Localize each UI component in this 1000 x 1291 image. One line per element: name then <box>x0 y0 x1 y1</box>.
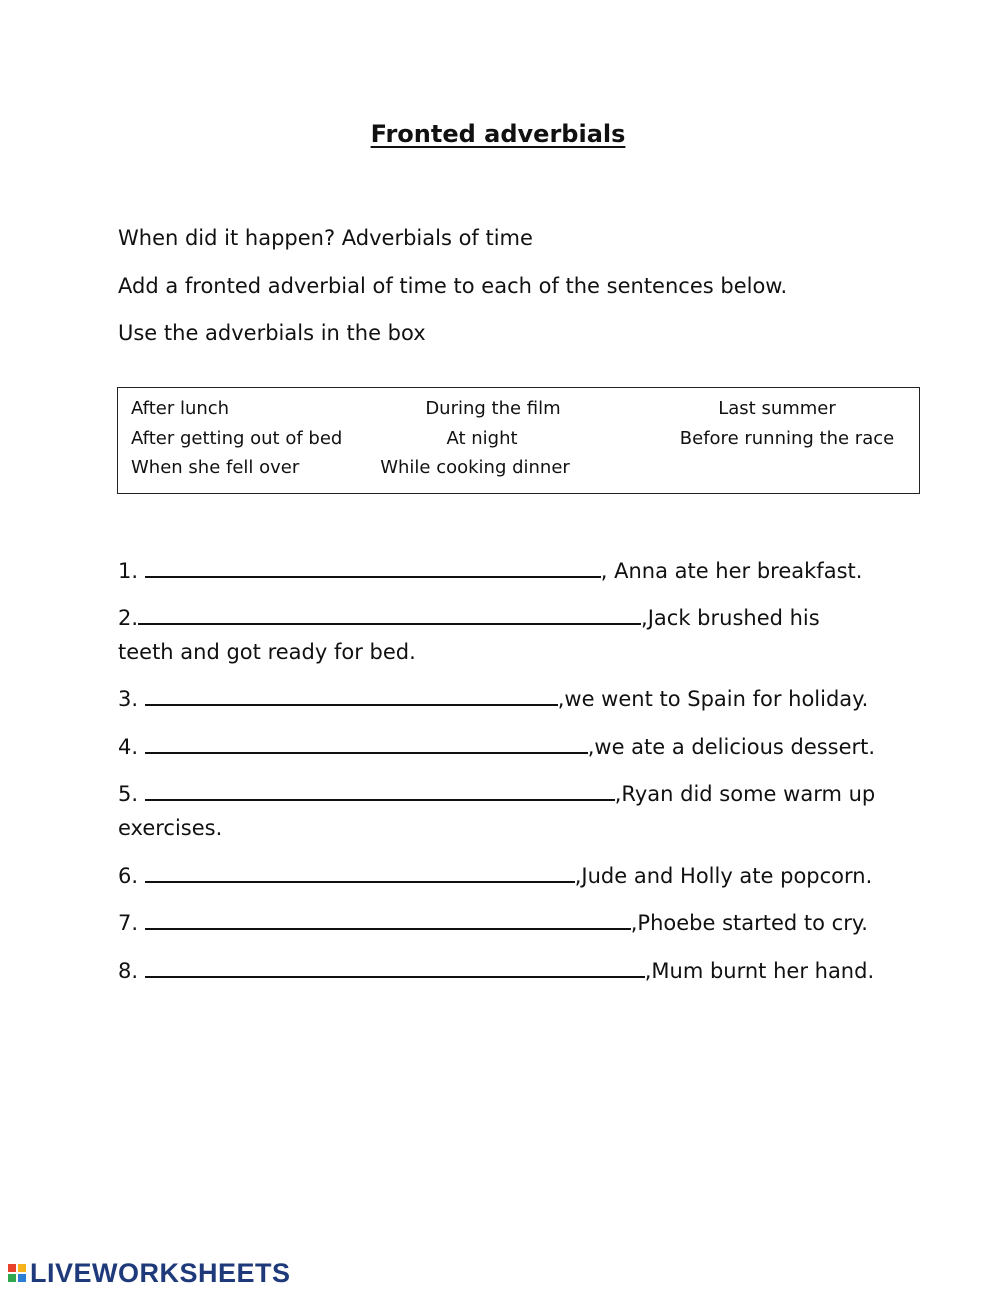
question-ending: , Anna ate her breakfast. <box>600 559 863 583</box>
answer-blank-6[interactable] <box>145 863 575 883</box>
question-number: 6. <box>118 864 139 888</box>
question-2 <box>118 605 820 630</box>
question-1 <box>118 558 862 583</box>
answer-blank-5[interactable] <box>145 781 615 801</box>
word-item: Last summer <box>718 398 836 419</box>
word-item: After getting out of bed <box>131 428 343 449</box>
question-number: 1. <box>118 559 139 583</box>
question-ending: ,Ryan did some warm up <box>614 782 876 806</box>
logo-squares-icon <box>8 1264 26 1282</box>
word-item: After lunch <box>131 398 230 419</box>
answer-blank-2[interactable] <box>138 605 641 625</box>
question-number: 2. <box>118 606 139 630</box>
word-item: During the film <box>425 398 561 419</box>
word-item: At night <box>446 428 518 449</box>
question-2-continuation: teeth and got ready for bed. <box>118 640 416 664</box>
intro-question: When did it happen? Adverbials of time <box>118 226 533 250</box>
question-6 <box>118 863 872 888</box>
question-8 <box>118 958 874 983</box>
adverbial-word-box <box>117 387 920 494</box>
question-ending: ,Mum burnt her hand. <box>644 959 875 983</box>
question-3 <box>118 686 868 711</box>
word-item: When she fell over <box>131 457 300 478</box>
answer-blank-3[interactable] <box>145 686 558 706</box>
question-number: 5. <box>118 782 139 806</box>
question-number: 3. <box>118 687 139 711</box>
question-5-continuation: exercises. <box>118 816 223 840</box>
answer-blank-8[interactable] <box>145 958 645 978</box>
question-number: 8. <box>118 959 139 983</box>
question-ending: ,Jude and Holly ate popcorn. <box>574 864 873 888</box>
question-ending: ,Phoebe started to cry. <box>630 911 868 935</box>
logo-text: LIVEWORKSHEETS <box>30 1257 291 1288</box>
question-ending: ,we ate a delicious dessert. <box>587 735 876 759</box>
question-ending: ,Jack brushed his <box>641 606 820 630</box>
question-number: 7. <box>118 911 139 935</box>
intro-instruction: Add a fronted adverbial of time to each of the sentences below. <box>118 274 788 298</box>
answer-blank-1[interactable] <box>145 558 601 578</box>
answer-blank-7[interactable] <box>145 910 631 930</box>
word-item: While cooking dinner <box>380 457 570 478</box>
question-ending: ,we went to Spain for holiday. <box>557 687 869 711</box>
question-7 <box>118 910 868 935</box>
word-item: Before running the race <box>679 428 895 449</box>
question-5 <box>118 781 875 806</box>
question-4 <box>118 734 875 759</box>
question-number: 4. <box>118 735 139 759</box>
page-title: Fronted adverbials <box>370 120 626 148</box>
intro-box-instruction: Use the adverbials in the box <box>118 321 426 345</box>
liveworksheets-logo[interactable] <box>8 1258 291 1288</box>
answer-blank-4[interactable] <box>145 734 588 754</box>
